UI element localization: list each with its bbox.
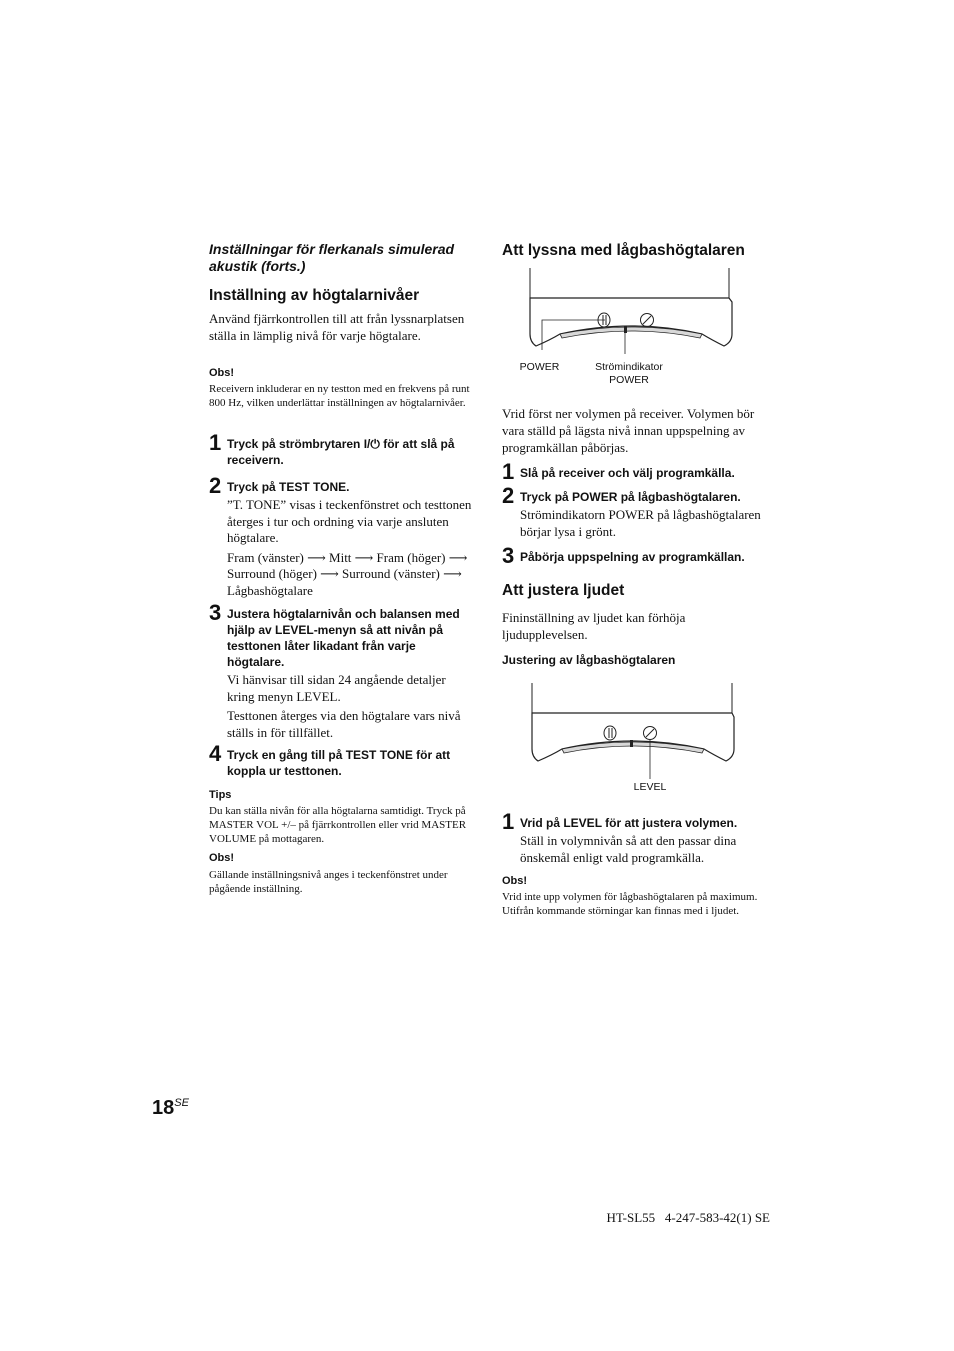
step-2 <box>502 483 767 543</box>
tips-label: Tips <box>209 789 232 801</box>
step-3 <box>209 600 474 744</box>
step-2 <box>209 473 474 602</box>
subsection-title: Justering av lågbashögtalaren <box>502 653 676 667</box>
power-indicator-label-line1: Strömindikator <box>595 361 663 373</box>
step-1 <box>502 459 767 484</box>
step-title: Påbörja uppspelning av programkällan. <box>520 550 745 564</box>
section-title-subwoofer: Att lyssna med lågbashögtalaren <box>502 242 745 259</box>
step-4 <box>209 741 474 779</box>
subwoofer-level-diagram <box>502 683 767 798</box>
note-text: Receivern inkluderar en ny testton med en frekvens på runt 800 Hz, vilken underlättar inställningen av högtalarnivåer. <box>209 383 470 409</box>
note-label: Obs! <box>502 875 528 887</box>
page-number <box>152 1097 189 1120</box>
step-number: 1 <box>502 809 515 834</box>
step-number: 2 <box>502 483 515 508</box>
subwoofer-power-diagram <box>502 268 767 390</box>
speaker-order: Fram (vänster) ⟶ Mitt ⟶ Fram (höger) ⟶ Surround (höger) ⟶ Surround (vänster) ⟶ Lågbashögtalare <box>227 549 468 598</box>
step-number: 1 <box>502 459 515 484</box>
step-body <box>227 672 474 741</box>
step-body <box>227 497 474 599</box>
power-indicator-label <box>584 361 674 387</box>
section-title-speaker-levels: Inställning av högtalarnivåer <box>209 287 420 304</box>
step-1 <box>209 430 474 468</box>
note-text: Gällande inställningsnivå anges i teckenfönstret under pågående inställning. <box>209 869 448 895</box>
step-title: Tryck på TEST TONE. <box>227 480 350 494</box>
step-body-text: Strömindikatorn POWER på lågbashögtalaren börjar lysa i grönt. <box>520 507 761 539</box>
step-title: Tryck en gång till på TEST TONE för att koppla ur testtonen. <box>227 748 451 778</box>
step-number: 1 <box>209 430 222 455</box>
step-number: 3 <box>502 543 515 568</box>
step-title: Vrid på LEVEL för att justera volymen. <box>520 816 738 830</box>
adjust-intro: Fininställning av ljudet kan förhöja ljudupplevelsen. <box>502 610 686 642</box>
step-body <box>520 507 767 540</box>
intro-paragraph: Vrid först ner volymen på receiver. Volymen bör vara ställd på lägsta nivå innan uppspelning av programkällan påbörjas. <box>502 406 755 455</box>
continued-title: Inställningar för flerkanals simulerad akustik (forts.) <box>209 241 455 274</box>
step-title: Tryck på POWER på lågbashögtalaren. <box>520 490 741 504</box>
step-number: 2 <box>209 473 222 498</box>
step-body-text: Testtonen återges via den högtalare vars nivå ställs in för tillfället. <box>227 708 461 740</box>
section-title-adjust-sound: Att justera ljudet <box>502 582 625 599</box>
step-number: 4 <box>209 741 222 766</box>
note-text: Vrid inte upp volymen för lågbashögtalaren på maximum. Utifrån kommande störningar kan finnas med i ljudet. <box>502 891 758 917</box>
tips-text: Du kan ställa nivån för alla högtalarna samtidigt. Tryck på MASTER VOL +/– på fjärrkontrollen eller vrid MASTER VOLUME på mottagaren. <box>209 805 467 845</box>
power-label: POWER <box>519 361 560 373</box>
model-code: HT-SL55 4-247-583-42(1) SE <box>606 1210 770 1225</box>
step-body <box>520 833 767 866</box>
step-title: Slå på receiver och välj programkälla. <box>520 466 735 480</box>
step-title: Justera högtalarnivån och balansen med hjälp av LEVEL-menyn så att nivån på testtonen låter likadant från varje högtalare. <box>227 607 460 669</box>
step-level <box>502 809 767 869</box>
intro-paragraph: Använd fjärrkontrollen till att från lyssnarplatsen ställa in lämplig nivå för varje högtalare. <box>209 311 465 343</box>
power-indicator-label-line2: POWER <box>609 374 649 386</box>
page-number-suffix: SE <box>174 1097 189 1109</box>
step-body-text: Ställ in volymnivån så att den passar dina önskemål enligt vald programkälla. <box>520 833 737 865</box>
step-3 <box>502 543 767 568</box>
level-label: LEVEL <box>633 781 667 793</box>
page-number-value: 18 <box>152 1097 175 1119</box>
step-body-text: Vi hänvisar till sidan 24 angående detaljer kring menyn LEVEL. <box>227 672 446 704</box>
step-number: 3 <box>209 600 222 625</box>
note-label: Obs! <box>209 367 235 379</box>
note-label: Obs! <box>209 852 235 864</box>
step-body-text: ”T. TONE” visas i teckenfönstret och testtonen återges i tur och ordning via varje ansluten högtalare. <box>227 497 472 545</box>
step-title: Tryck på strömbrytaren I/⏻ för att slå på receivern. <box>227 437 455 467</box>
